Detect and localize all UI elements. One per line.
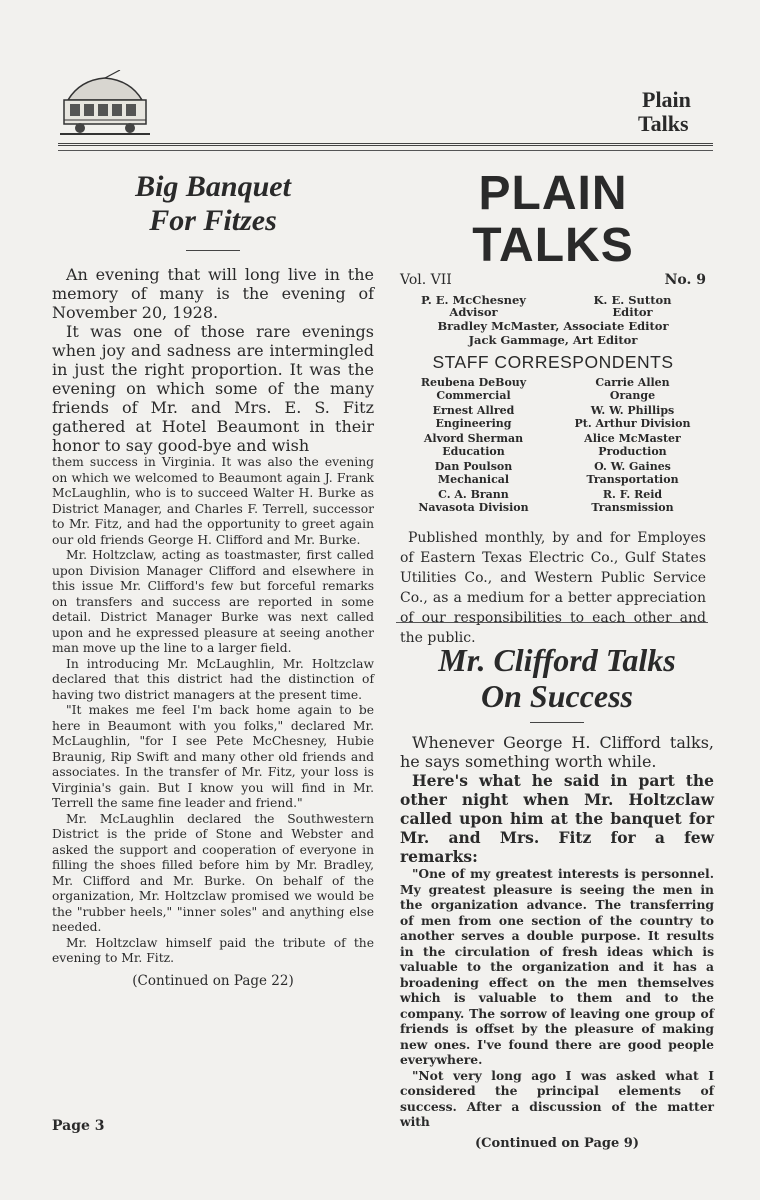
banquet-continued: (Continued on Page 22) — [132, 972, 294, 989]
clifford-title-divider — [530, 722, 584, 723]
correspondents-heading: STAFF CORRESPONDENTS — [432, 352, 674, 372]
logo-line-2: Talks — [638, 111, 689, 136]
correspondent: Alvord Sherman Education — [423, 432, 524, 458]
masthead — [394, 168, 712, 648]
correspondents-list — [394, 377, 712, 514]
banquet-title-line-2: For Fitzes — [149, 204, 277, 237]
correspondent: W. W. Phillips Pt. Arthur Division — [574, 404, 691, 430]
clifford-title-line-2: On Success — [480, 678, 633, 714]
volume-row — [400, 272, 706, 288]
staff-block — [394, 294, 712, 346]
editor-name: K. E. Sutton — [593, 293, 672, 307]
banquet-paragraph-1: It was one of those rare evenings when joy and sadness are intermingled in just the right proportion. It was the evening on which some of the many friends of Mr. and Mrs. E. S. Fitz gathered at Hotel Beaumont in their honor to say good-bye and wish — [52, 322, 374, 455]
correspondent: Reubena DeBouy Commercial — [420, 376, 527, 402]
title-divider — [186, 250, 240, 251]
correspondent: Ernest Allred Engineering — [432, 404, 515, 430]
clifford-paragraph-4: "Not very long ago I was asked what I considered the principal elements of success. After a discussion of the matter with — [400, 1067, 714, 1129]
banquet-paragraph-4: "It makes me feel I'm back home again to be here in Beaumont with you folks," declared Mr. McLaughlin, "for I see Pete McChesney, Hubie Braunig, Rip Swift and many other old friends and associates. In the transfer of Mr. Fitz, your loss is Virginia's gain. But I know you will find in Mr. Terrell the same fine leader and friend." — [52, 703, 374, 810]
logo-line-1: Plain — [642, 87, 691, 112]
correspondent: R. F. Reid Transmission — [591, 488, 674, 514]
clifford-continued: (Continued on Page 9) — [475, 1135, 639, 1151]
banquet-title — [52, 170, 374, 238]
banquet-paragraph-6: Mr. Holtzclaw himself paid the tribute of the evening to Mr. Fitz. — [52, 935, 374, 965]
banquet-paragraph-1-cont: them success in Virginia. It was also the evening on which we welcomed to Beaumont again J. Frank McLaughlin, who is to succeed Walter H. Burke as District Manager, and Charles F. Terrell, successor to Mr. Fitz, and had the opportunity to greet again our old friends George H. Clifford and Mr. Burke. — [52, 455, 374, 547]
clifford-paragraph-3: "One of my greatest interests is personnel. My greatest pleasure is seeing the men in the organization advance. The transferring of men from one section of the country to another serves a double purpose. It results in the circulation of fresh ideas which is valuable to the organization and it has a broadening effect on the men themselves which is valuable to them and to the company. The sorrow of leaving one group of friends is offset by the pleasure of making new ones. I've found there are good people everywhere. — [400, 866, 714, 1067]
correspondent: C. A. Brann Navasota Division — [418, 488, 529, 514]
banquet-paragraph-3: In introducing Mr. McLaughlin, Mr. Holtzclaw declared that this district had the distinction of having two district managers at the present time. — [52, 656, 374, 702]
advisor-role: Advisor — [449, 305, 498, 319]
correspondent: O. W. Gaines Transportation — [586, 460, 679, 486]
banquet-title-line-1: Big Banquet — [135, 170, 291, 203]
header-rule — [58, 143, 713, 146]
banquet-article — [52, 170, 374, 989]
clifford-title-line-1: Mr. Clifford Talks — [438, 642, 676, 678]
issue-number: No. 9 — [664, 272, 706, 288]
masthead-title: PLAIN TALKS — [472, 167, 634, 272]
volume: Vol. VII — [400, 272, 452, 288]
art-editor: Jack Gammage, Art Editor — [468, 333, 638, 347]
banquet-paragraph-5: Mr. McLaughlin declared the Southwestern District is the pride of Stone and Webster and asked the support and cooperation of everyone in filling the shoes filled before him by Mr. Bradley, Mr. Clifford and Mr. Burke. On behalf of the organization, Mr. Holtzclaw promised we would be the "rubber heels," "inner soles" and anything else needed. — [52, 811, 374, 934]
banquet-intro: An evening that will long live in the memory of many is the evening of November 20, 1928. — [52, 265, 374, 322]
correspondent: Dan Poulson Mechanical — [434, 460, 513, 486]
header-rule-thin — [58, 150, 713, 151]
advisor-name: P. E. McChesney — [421, 293, 526, 307]
correspondent: Alice McMaster Production — [584, 432, 681, 458]
correspondent: Carrie Allen Orange — [595, 376, 670, 402]
banquet-paragraph-2: Mr. Holtzclaw, acting as toastmaster, first called upon Division Manager Clifford and elsewhere in this issue Mr. Clifford's few but forceful remarks on transfers and success are reported in some detail. District Manager Burke was next called upon and he expressed pleasure at seeing another man move up the line to a larger field. — [52, 548, 374, 655]
section-divider — [396, 622, 708, 623]
editor-role: Editor — [612, 305, 653, 319]
publication-statement: Published monthly, by and for Employes of Eastern Texas Electric Co., Gulf States Utilities Co., and Western Public Service Co., as a medium for a better appreciation of our responsibilities to each other and the public. — [400, 530, 706, 646]
clifford-article — [400, 642, 714, 1151]
associate-editor: Bradley McMaster, Associate Editor — [437, 319, 669, 333]
trolley-car-icon — [60, 70, 150, 138]
clifford-paragraph-1: Whenever George H. Clifford talks, he says something worth while. — [400, 733, 714, 771]
page-number: Page 3 — [52, 1118, 105, 1134]
clifford-title — [400, 642, 714, 714]
clifford-paragraph-2: Here's what he said in part the other night when Mr. Holtzclaw called upon him at the banquet for Mr. and Mrs. Fitz for a few remarks: — [400, 771, 714, 866]
